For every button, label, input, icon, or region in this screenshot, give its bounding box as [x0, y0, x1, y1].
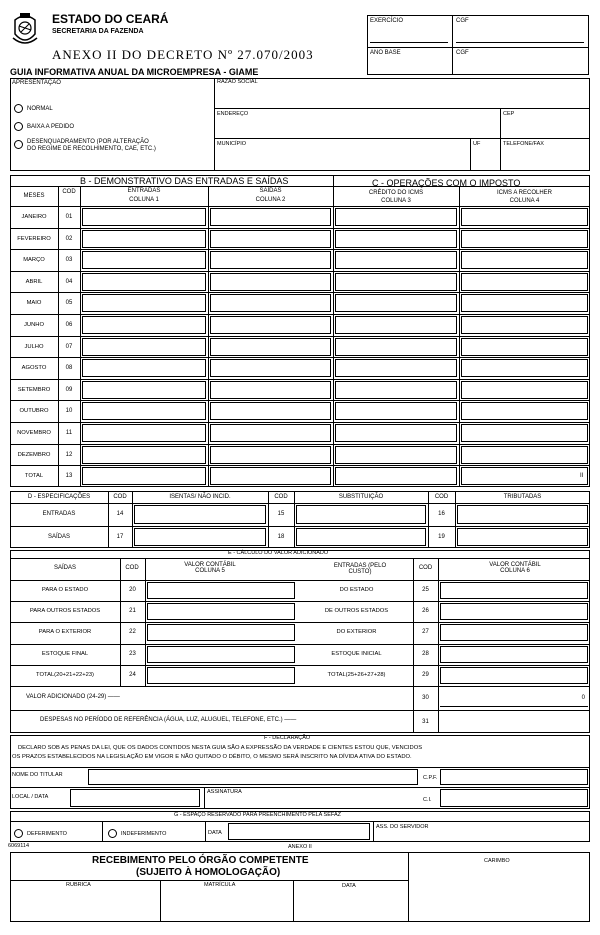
- e-cod-header-2: COD: [418, 564, 433, 571]
- month-entradas-field[interactable]: [82, 446, 206, 464]
- uf-field[interactable]: [473, 150, 498, 168]
- d-row-saidas-cod3: 19: [438, 533, 445, 540]
- uf-label: UF: [473, 141, 481, 147]
- cep-field[interactable]: [503, 120, 587, 134]
- option-desenquadramento[interactable]: [14, 139, 210, 153]
- rubrica-field[interactable]: [12, 892, 158, 920]
- e-valor-contabil6-header: VALOR CONTÁBIL COLUNA 6: [489, 561, 541, 574]
- month-credito-field[interactable]: [335, 273, 457, 291]
- e-valor6-field[interactable]: [440, 603, 588, 620]
- local-data-field[interactable]: [70, 789, 200, 807]
- month-name: DEZEMBRO: [17, 451, 51, 458]
- e-left-cod: 22: [129, 629, 136, 636]
- d-saidas-isentas-field[interactable]: [134, 528, 266, 546]
- month-saidas-field[interactable]: [210, 359, 331, 377]
- ano-base-field[interactable]: [370, 58, 448, 72]
- recebimento-subtitle: (SUJEITO À HOMOLOGAÇÃO): [136, 867, 281, 878]
- e-valor5-field[interactable]: [147, 624, 295, 641]
- month-name: TOTAL: [24, 472, 44, 479]
- e-left-label: ESTOQUE FINAL: [41, 651, 89, 658]
- month-name: SETEMBRO: [17, 386, 51, 393]
- month-icms-recolher-field[interactable]: [461, 316, 588, 334]
- indeferimento-label: INDEFERIMENTO: [121, 830, 167, 837]
- e-right-cod: 29: [422, 672, 429, 679]
- d-row-entradas-label: ENTRADAS: [42, 511, 76, 518]
- declaration-line-1: DECLARO SOB AS PENAS DA LEI, QUE OS DADOS CONTIDOS NESTA GUIA SÃO A EXPRESSÃO DA VERDADE E CIENTES ESTOU QUE, VENCIDOS: [18, 745, 423, 751]
- radio-icon: [14, 140, 23, 149]
- e-saidas-header: SAÍDAS: [53, 564, 76, 571]
- month-icms-recolher-field[interactable]: [461, 424, 588, 442]
- month-entradas-field[interactable]: [82, 230, 206, 248]
- d-row-saidas-cod2: 18: [277, 533, 285, 540]
- d-saidas-substituicao-field[interactable]: [296, 528, 426, 546]
- endereco-label: ENDEREÇO: [217, 111, 249, 117]
- section-b-title: B - DEMONSTRATIVO DAS ENTRADAS E SAÍDAS: [80, 176, 289, 186]
- month-saidas-field[interactable]: [210, 251, 331, 269]
- municipio-label: MUNICÍPIO: [217, 141, 247, 147]
- e-right-label: ESTOQUE INICIAL: [331, 651, 382, 658]
- cod-header: COD: [62, 188, 76, 195]
- e-right-label: DE OUTROS ESTADOS: [324, 608, 389, 615]
- ass-servidor-field[interactable]: [374, 831, 588, 841]
- credito-header: CRÉDITO DO ICMS: [368, 189, 424, 196]
- month-entradas-field[interactable]: [82, 273, 206, 291]
- ano-base-label: ANO BASE: [370, 50, 401, 56]
- month-cod: 07: [65, 343, 73, 350]
- month-cod: 11: [65, 429, 73, 436]
- month-icms-recolher-field[interactable]: [461, 338, 588, 356]
- month-credito-field[interactable]: [335, 402, 457, 420]
- month-credito-field[interactable]: [335, 230, 457, 248]
- saidas-header: SAÍDAS: [259, 187, 282, 194]
- cgf-label-1: CGF: [456, 18, 469, 24]
- month-cod: 08: [65, 364, 73, 371]
- razao-social-field[interactable]: [217, 88, 587, 102]
- month-icms-recolher-field[interactable]: [461, 359, 588, 377]
- month-icms-recolher-field[interactable]: [461, 230, 588, 248]
- total-mark: II: [580, 473, 584, 479]
- d-saidas-tributadas-field[interactable]: [457, 528, 588, 546]
- month-cod: 03: [65, 256, 73, 263]
- cgf-label-2: CGF: [456, 50, 469, 56]
- cpf-field[interactable]: [440, 769, 588, 785]
- apresentacao-title: APRESENTAÇÃO: [12, 80, 61, 86]
- month-name: JUNHO: [24, 321, 44, 328]
- rubrica-label: RUBRICA: [66, 882, 91, 888]
- month-name: MAIO: [26, 299, 42, 306]
- e-left-cod: 20: [129, 587, 136, 594]
- e-left-label: PARA O ESTADO: [41, 587, 89, 594]
- month-entradas-field[interactable]: [82, 208, 206, 226]
- cod-30: 30: [422, 694, 429, 701]
- d-cod-header-3: COD: [434, 493, 449, 500]
- carimbo-label: CARIMBO: [484, 858, 510, 864]
- valor-adicionado-value: 0: [581, 695, 585, 701]
- month-entradas-field[interactable]: [82, 338, 206, 356]
- option-normal-label: NORMAL: [27, 106, 53, 113]
- e-valor5-field[interactable]: [147, 667, 295, 684]
- cgf-field-2[interactable]: [456, 58, 584, 72]
- e-left-label: TOTAL(20+21+22+23): [36, 672, 94, 679]
- d-row-entradas-cod3: 16: [438, 511, 445, 518]
- d-cod-header-2: COD: [274, 493, 288, 500]
- meses-header: MESES: [23, 192, 45, 199]
- assinatura-field[interactable]: [205, 797, 417, 807]
- month-credito-field[interactable]: [335, 424, 457, 442]
- cep-label: CEP: [503, 111, 515, 117]
- declaration-line-2: OS PRAZOS ESTABELECIDOS NA LEGISLAÇÃO EM VIGOR E NÃO QUITADO O DÉBITO, O MESMO SERÁ INSCRITO NA DÍVIDA ATIVA DO ESTADO.: [12, 754, 412, 760]
- month-icms-recolher-field[interactable]: [461, 208, 588, 226]
- section-f-title: F - DECLARAÇÃO: [264, 735, 311, 741]
- month-saidas-field[interactable]: [210, 208, 331, 226]
- d-row-saidas-label: SAÍDAS: [47, 533, 70, 540]
- e-left-label: PARA OUTROS ESTADOS: [29, 608, 101, 615]
- month-name: AGOSTO: [21, 364, 47, 371]
- nome-titular-label: NOME DO TITULAR: [12, 772, 63, 778]
- month-credito-field[interactable]: [335, 251, 457, 269]
- month-icms-recolher-field[interactable]: [461, 381, 588, 399]
- tributadas-header: TRIBUTADAS: [503, 493, 542, 500]
- matricula-field[interactable]: [162, 892, 291, 920]
- entradas-header: ENTRADAS: [127, 187, 161, 194]
- month-name: JULHO: [24, 343, 44, 350]
- e-left-cod: 24: [129, 672, 136, 679]
- option-baixa-label: BAIXA A PEDIDO: [27, 124, 75, 131]
- form-code: 6069114: [8, 843, 30, 849]
- e-left-cod: 23: [129, 651, 136, 658]
- month-cod: 05: [65, 299, 73, 306]
- month-cod: 01: [65, 213, 73, 220]
- month-entradas-field[interactable]: [82, 316, 206, 334]
- e-valor6-field[interactable]: [440, 646, 588, 663]
- local-data-label: LOCAL / DATA: [12, 794, 49, 800]
- month-cod: 06: [65, 321, 73, 328]
- department-name: SECRETARIA DA FAZENDA: [52, 28, 144, 35]
- coluna4-header: COLUNA 4: [509, 197, 540, 204]
- month-cod: 13: [65, 472, 73, 479]
- ceara-coat-of-arms: [11, 12, 39, 48]
- e-cod-header-1: COD: [125, 564, 139, 571]
- month-entradas-field[interactable]: [82, 424, 206, 442]
- month-icms-recolher-field[interactable]: [461, 273, 588, 291]
- e-right-cod: 26: [422, 608, 429, 615]
- month-credito-field[interactable]: [335, 208, 457, 226]
- state-name: ESTADO DO CEARÁ: [52, 12, 169, 26]
- month-cod: 10: [65, 407, 73, 414]
- radio-icon: [14, 829, 23, 838]
- cod-31: 31: [422, 718, 429, 725]
- option-desenquadramento-label: DESENQUADRAMENTO (POR ALTERAÇÃO DO REGIME DE RECOLHIMENTO, CAE, ETC.): [27, 139, 156, 153]
- e-entradas-header: ENTRADAS (PELO CUSTO): [333, 562, 387, 575]
- decree-title: ANEXO II DO DECRETO Nº 27.070/2003: [52, 47, 314, 62]
- option-baixa[interactable]: [14, 122, 74, 131]
- carimbo-field[interactable]: [411, 868, 587, 920]
- e-right-label: TOTAL(25+26+27+28): [327, 672, 386, 679]
- month-entradas-field[interactable]: [82, 294, 206, 312]
- month-saidas-field[interactable]: [210, 294, 331, 312]
- month-saidas-field[interactable]: [210, 446, 331, 464]
- month-icms-recolher-field[interactable]: [461, 402, 588, 420]
- municipio-field[interactable]: [217, 150, 467, 168]
- e-valor6-field[interactable]: [440, 667, 588, 684]
- ci-field[interactable]: [440, 789, 588, 807]
- e-left-cod: 21: [129, 608, 136, 615]
- section-e-title: E - CÁLCULO DO VALOR ADICIONADO: [228, 550, 329, 556]
- month-credito-field[interactable]: [335, 294, 457, 312]
- radio-icon: [14, 122, 23, 131]
- month-credito-field[interactable]: [335, 359, 457, 377]
- g-data-label: DATA: [208, 830, 222, 836]
- month-cod: 04: [65, 278, 73, 285]
- e-right-label: DO EXTERIOR: [336, 629, 377, 636]
- month-entradas-field[interactable]: [82, 251, 206, 269]
- form-title: GUIA INFORMATIVA ANUAL DA MICROEMPRESA - GIAME: [10, 67, 259, 77]
- substituicao-header: SUBSTITUIÇÃO: [338, 493, 384, 500]
- ass-servidor-label: ASS. DO SERVIDOR: [376, 824, 429, 830]
- g-data-field[interactable]: [228, 823, 370, 840]
- endereco-field[interactable]: [217, 120, 497, 134]
- e-right-cod: 25: [422, 587, 429, 594]
- coluna2-header: COLUNA 2: [255, 196, 286, 203]
- despesas-field[interactable]: [440, 713, 588, 731]
- d-entradas-substituicao-field[interactable]: [296, 505, 426, 524]
- month-credito-field[interactable]: [335, 316, 457, 334]
- month-entradas-field[interactable]: [82, 467, 206, 485]
- month-name: NOVEMBRO: [17, 429, 51, 436]
- coluna1-header: COLUNA 1: [129, 196, 159, 203]
- assinatura-label: ASSINATURA: [207, 789, 242, 795]
- d-row-saidas-cod1: 17: [116, 533, 124, 540]
- recebimento-title: RECEBIMENTO PELO ÓRGÃO COMPETENTE: [92, 855, 309, 866]
- d-row-entradas-cod1: 14: [116, 511, 124, 518]
- e-valor5-field[interactable]: [147, 646, 295, 663]
- ci-label: C.I.: [423, 797, 432, 803]
- valor-adicionado-field[interactable]: [440, 689, 588, 707]
- e-left-label: PARA O EXTERIOR: [38, 629, 92, 636]
- month-icms-recolher-field[interactable]: [461, 251, 588, 269]
- d-entradas-tributadas-field[interactable]: [457, 505, 588, 524]
- month-entradas-field[interactable]: [82, 359, 206, 377]
- icms-recolher-header: ICMS A RECOLHER: [496, 189, 552, 196]
- month-saidas-field[interactable]: [210, 381, 331, 399]
- exercicio-label: EXERCÍCIO: [370, 18, 404, 24]
- telefone-label: TELEFONE/FAX: [503, 141, 544, 147]
- month-name: MARÇO: [23, 256, 45, 263]
- d-cod-header-1: COD: [113, 493, 127, 500]
- telefone-field[interactable]: [503, 150, 587, 168]
- month-cod: 12: [65, 451, 73, 458]
- indeferimento-option[interactable]: [108, 829, 166, 838]
- radio-icon: [108, 829, 117, 838]
- section-c-title: C - OPERAÇÕES COM O IMPOSTO: [372, 178, 521, 188]
- footer-data-field[interactable]: [295, 892, 406, 920]
- d-row-entradas-cod2: 15: [277, 511, 285, 518]
- nome-titular-field[interactable]: [88, 769, 418, 785]
- e-valor5-field[interactable]: [147, 603, 295, 620]
- d-entradas-isentas-field[interactable]: [134, 505, 266, 524]
- e-valor6-field[interactable]: [440, 624, 588, 641]
- footer-data-label: DATA: [342, 883, 356, 889]
- e-valor6-field[interactable]: [440, 582, 588, 599]
- month-saidas-field[interactable]: [210, 402, 331, 420]
- especificacoes-header: D - ESPECIFICAÇÕES: [27, 493, 91, 500]
- despesas-label: DESPESAS NO PERÍODO DE REFERÊNCIA (ÁGUA, LUZ, ALUGUEL, TELEFONE, ETC.) ——: [40, 717, 297, 723]
- month-cod: 02: [65, 235, 73, 242]
- matricula-label: MATRÍCULA: [204, 882, 236, 888]
- e-right-label: DO ESTADO: [339, 587, 374, 594]
- isentas-header: ISENTAS/ NÃO INCID.: [169, 493, 231, 500]
- month-credito-field[interactable]: [335, 381, 457, 399]
- month-entradas-field[interactable]: [82, 402, 206, 420]
- razao-social-label: RAZÃO SOCIAL: [217, 79, 258, 85]
- month-name: FEVEREIRO: [17, 235, 51, 242]
- e-right-cod: 28: [422, 651, 429, 658]
- deferimento-label: DEFERIMENTO: [27, 830, 67, 837]
- e-right-cod: 27: [422, 629, 429, 636]
- radio-icon: [14, 104, 23, 113]
- month-saidas-field[interactable]: [210, 230, 331, 248]
- month-name: OUTUBRO: [19, 407, 49, 414]
- e-valor5-field[interactable]: [147, 582, 295, 599]
- month-icms-recolher-field[interactable]: [461, 294, 588, 312]
- month-name: JANEIRO: [21, 213, 47, 220]
- month-saidas-field[interactable]: [210, 338, 331, 356]
- month-cod: 09: [65, 386, 73, 393]
- exercicio-field[interactable]: [370, 27, 448, 43]
- month-saidas-field[interactable]: [210, 424, 331, 442]
- anexo-label: ANEXO II: [288, 844, 312, 850]
- month-saidas-field[interactable]: [210, 273, 331, 291]
- section-g-title: G - ESPAÇO RESERVADO PARA PREENCHIMENTO PELA SEFAZ: [174, 812, 341, 818]
- coluna3-header: COLUNA 3: [381, 197, 411, 204]
- month-icms-recolher-field[interactable]: [461, 446, 588, 464]
- month-credito-field[interactable]: [335, 338, 457, 356]
- option-normal[interactable]: [14, 104, 53, 113]
- month-credito-field[interactable]: [335, 446, 457, 464]
- month-saidas-field[interactable]: [210, 316, 331, 334]
- valor-adicionado-label: VALOR ADICIONADO (24-29) ——: [26, 694, 120, 700]
- month-credito-field[interactable]: [335, 467, 457, 485]
- month-name: ABRIL: [25, 278, 43, 285]
- e-valor-contabil5-header: VALOR CONTÁBIL COLUNA 5: [184, 561, 236, 574]
- month-saidas-field[interactable]: [210, 467, 331, 485]
- month-icms-recolher-field[interactable]: [461, 467, 588, 485]
- cgf-field-1[interactable]: [456, 27, 584, 43]
- deferimento-option[interactable]: [14, 829, 67, 838]
- cpf-label: C.P.F.: [423, 775, 438, 781]
- month-entradas-field[interactable]: [82, 381, 206, 399]
